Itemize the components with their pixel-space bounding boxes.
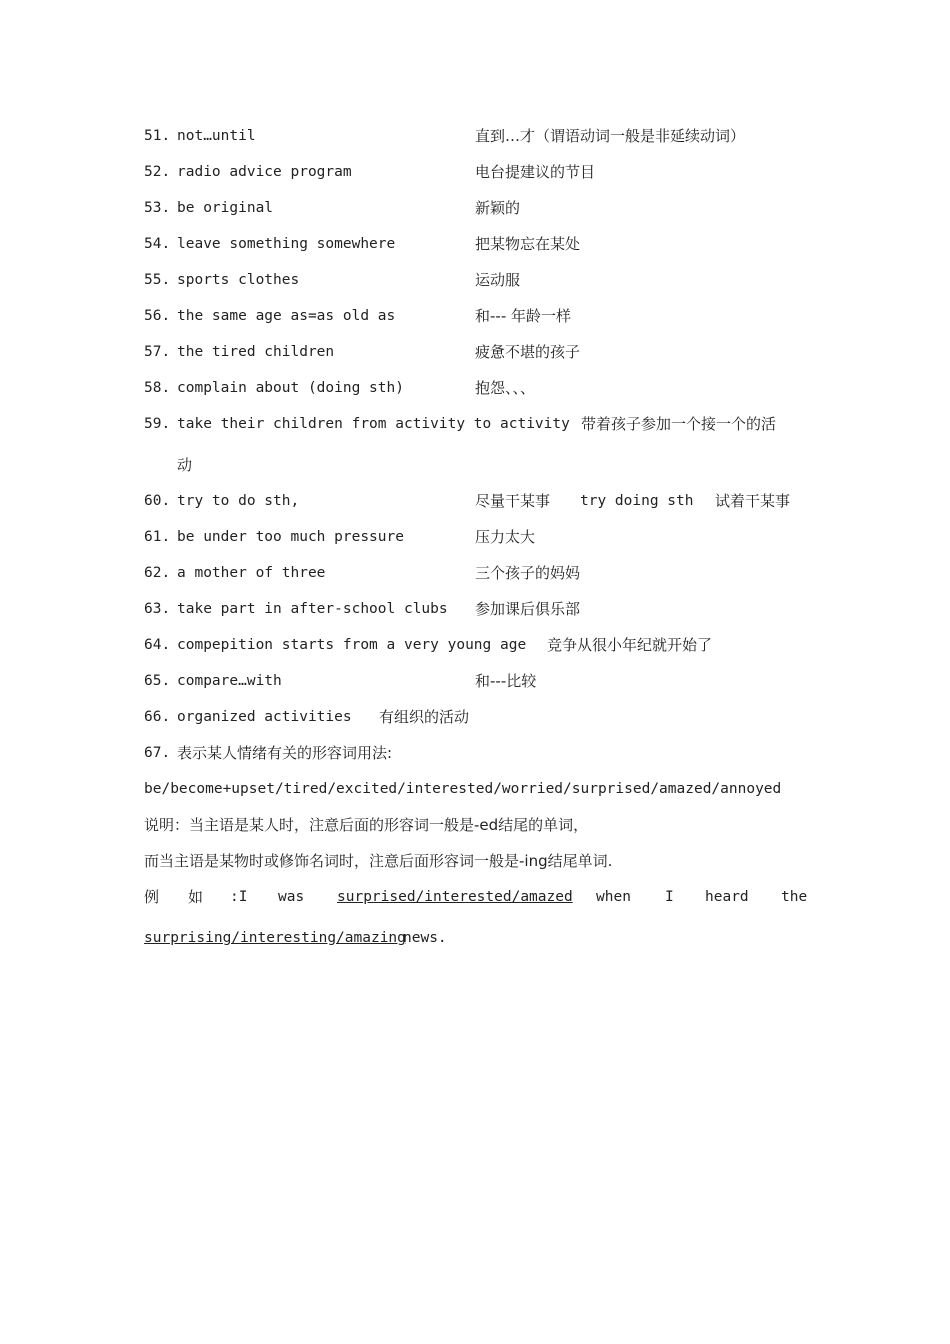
example-word: 如 [188,888,204,906]
list-item [144,160,814,184]
note-line-2: 而当主语是某物时或修饰名词时，注意后面形容词一般是-ing结尾单词. [144,852,613,870]
item-number: 61. [144,529,171,545]
chinese-meaning: 新颖的 [475,199,521,217]
example-word: heard [705,889,749,905]
english-phrase: radio advice program [177,164,352,180]
list-item [144,633,814,657]
chinese-meaning: 抱怨、、、 [475,379,536,397]
list-item [144,525,814,549]
example-line [144,885,814,909]
list-item [144,232,814,256]
item-number: 60. [144,493,171,509]
item-number: 58. [144,380,171,396]
list-item [144,597,814,621]
chinese-meaning: 三个孩子的妈妈 [475,564,581,582]
english-phrase: the same age as=as old as [177,308,396,324]
list-item [144,268,814,292]
example-underlined-adjectives: surprised/interested/amazed [337,889,573,905]
item-number: 57. [144,344,171,360]
item-number: 65. [144,673,171,689]
english-phrase: be under too much pressure [177,529,404,545]
item-number: 64. [144,637,171,653]
item-number: 53. [144,200,171,216]
english-phrase: compepition starts from a very young age [177,637,527,653]
english-phrase: leave something somewhere [177,236,396,252]
english-phrase: be original [177,200,274,216]
list-item [144,669,814,693]
item-number: 66. [144,709,171,725]
item-number: 52. [144,164,171,180]
chinese-meaning: 直到…才（谓语动词一般是非延续动词） [475,127,746,145]
example-word: the [781,889,808,905]
list-item [144,489,814,513]
section-heading: 表示某人情绪有关的形容词用法: [177,744,393,762]
english-phrase-secondary: try doing sth [580,493,694,509]
chinese-meaning: 把某物忘在某处 [475,235,581,253]
item-number: 67. [144,745,171,761]
item-number: 55. [144,272,171,288]
list-item [144,124,814,148]
list-item [144,196,814,220]
example-word: when [596,889,631,905]
chinese-meaning: 竞争从很小年纪就开始了 [547,636,713,654]
chinese-meaning: 和---比较 [475,672,537,690]
english-phrase: sports clothes [177,272,300,288]
english-phrase: take part in after-school clubs [177,601,448,617]
item-number: 59. [144,416,171,432]
chinese-meaning: 和--- 年龄一样 [475,307,572,325]
list-item [144,561,814,585]
english-phrase: complain about (doing sth) [177,380,404,396]
note-line-1: 说明：当主语是某人时，注意后面的形容词一般是-ed结尾的单词， [144,816,589,834]
chinese-meaning: 尽量干某事 [475,492,551,510]
list-item [144,340,814,364]
example-line-continued [144,926,814,950]
english-phrase: take their children from activity to activity [177,416,570,432]
example-word: I [665,889,674,905]
chinese-meaning: 电台提建议的节目 [475,163,596,181]
item-number: 51. [144,128,171,144]
list-item [144,412,814,436]
chinese-meaning: 运动服 [475,271,521,289]
english-phrase: a mother of three [177,565,326,581]
item-number: 62. [144,565,171,581]
list-item [144,741,814,765]
chinese-meaning-continued: 动 [177,456,193,474]
item-number: 63. [144,601,171,617]
example-word: news. [403,930,447,946]
chinese-meaning-secondary: 试着干某事 [715,492,791,510]
list-item [144,376,814,400]
list-item [144,705,814,729]
example-word: :I [230,889,248,905]
list-item-continuation [144,453,814,477]
item-number: 56. [144,308,171,324]
example-word: 例 [144,888,160,906]
english-phrase: organized activities [177,709,352,725]
chinese-meaning: 有组织的活动 [379,708,470,726]
english-phrase: compare…with [177,673,282,689]
item-number: 54. [144,236,171,252]
chinese-meaning: 带着孩子参加一个接一个的活 [581,415,777,433]
example-underlined-adjectives: surprising/interesting/amazing [144,930,406,946]
example-word: was [278,889,305,905]
chinese-meaning: 参加课后俱乐部 [475,600,581,618]
chinese-meaning: 疲惫不堪的孩子 [475,343,581,361]
chinese-meaning: 压力太大 [475,528,536,546]
english-phrase: not…until [177,128,256,144]
english-phrase: the tired children [177,344,335,360]
english-phrase: try to do sth, [177,493,300,509]
list-item [144,304,814,328]
adjective-pattern: be/become+upset/tired/excited/interested/worried/surprised/amazed/annoyed [144,781,782,797]
